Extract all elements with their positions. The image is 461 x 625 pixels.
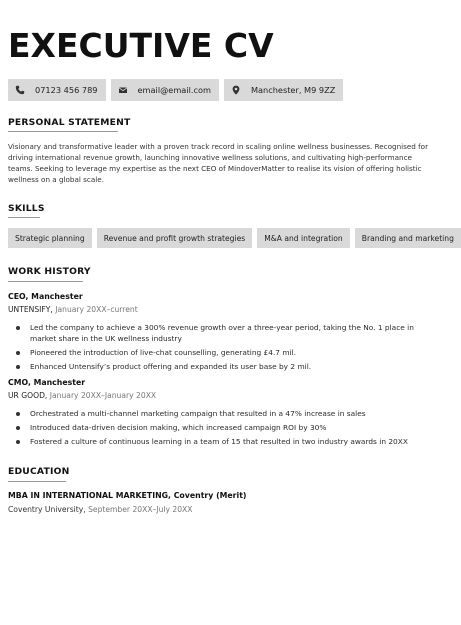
section-title-work-history: WORK HISTORY [8, 266, 91, 277]
achievement-item: Led the company to achieve a 300% revenue growth over a three-year period, taking the No. 1 place in market share in the UK wellness industry [16, 322, 436, 344]
contact-email [111, 79, 219, 101]
skill-tag: Strategic planning [8, 228, 92, 248]
section-title-statement: PERSONAL STATEMENT [8, 117, 131, 128]
job-dates: January 20XX–current [55, 305, 138, 314]
contact-location [224, 79, 343, 101]
cv-title: EXECUTIVE CV [8, 26, 274, 65]
achievement-item: Fostered a culture of continuous learning in a team of 15 that resulted in two industry awards in 20XX [16, 436, 436, 447]
contact-bar [8, 79, 343, 101]
personal-statement-text: Visionary and transformative leader with a proven track record in scaling online wellness businesses. Recognised for driving international revenue growth, launching innovative wellness solutions, and cultivating high-performance teams. Seeking to leverage my expertise as the next CEO of MindoverMatter to realise its vision of offering holistic wellness on a global scale. [8, 142, 429, 184]
school-name: Coventry University, [8, 505, 89, 514]
envelope-icon [117, 84, 129, 96]
job-dates: January 20XX–January 20XX [49, 391, 157, 400]
job-title: CMO, Manchester [8, 378, 86, 387]
employer-name: UNTENSIFY, [8, 305, 56, 314]
job-employer [8, 391, 156, 400]
skills-list [8, 228, 461, 248]
job-employer [8, 305, 138, 314]
achievement-item: Orchestrated a multi-channel marketing campaign that resulted in a 47% increase in sales [16, 408, 436, 419]
contact-email-text: email@email.com [137, 85, 211, 95]
section-divider [8, 217, 40, 218]
job-achievements [16, 408, 436, 450]
skill-tag: Revenue and profit growth strategies [97, 228, 253, 248]
skill-tag: M&A and integration [257, 228, 350, 248]
job-achievements [16, 322, 436, 375]
location-pin-icon [230, 84, 242, 96]
achievement-item: Introduced data-driven decision making, which increased campaign ROI by 30% [16, 422, 436, 433]
phone-icon [14, 84, 26, 96]
section-divider [8, 281, 83, 282]
employer-name: UR GOOD, [8, 391, 50, 400]
section-divider [8, 481, 66, 482]
section-title-skills: SKILLS [8, 203, 45, 214]
education-dates: September 20XX–July 20XX [88, 505, 193, 514]
achievement-item: Pioneered the introduction of live-chat counselling, generating £4.7 mil. [16, 347, 436, 358]
section-title-education: EDUCATION [8, 466, 70, 477]
skill-tag: Branding and marketing [355, 228, 461, 248]
job-title: CEO, Manchester [8, 292, 83, 301]
contact-location-text: Manchester, M9 9ZZ [250, 85, 336, 95]
contact-phone [8, 79, 106, 101]
section-divider [8, 131, 118, 132]
education-degree: MBA IN INTERNATIONAL MARKETING, Coventry (Merit) [8, 491, 247, 500]
education-institution [8, 505, 192, 514]
achievement-item: Enhanced Untensify’s product offering and expanded its user base by 2 mil. [16, 361, 436, 372]
contact-phone-text: 07123 456 789 [35, 85, 98, 95]
